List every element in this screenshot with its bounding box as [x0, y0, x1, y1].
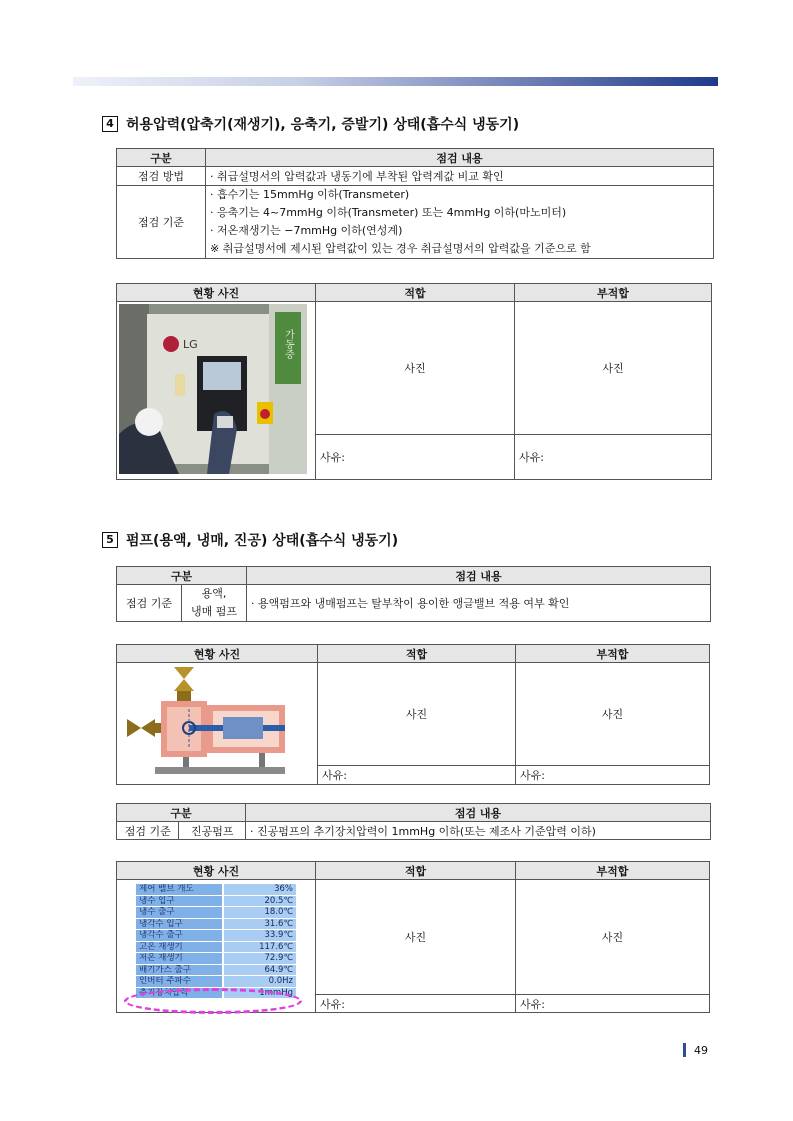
section-5-title-text: 펌프(용액, 냉매, 진공) 상태(흡수식 냉동기) [126, 533, 399, 549]
header-suitable: 적합 [318, 645, 516, 663]
section-5-title [102, 530, 398, 550]
unsuitable-reason-cell: 사유: [516, 765, 710, 784]
criteria-label: 점검 기준 [117, 585, 182, 622]
section-4-number: 4 [102, 116, 118, 132]
criteria-label: 점검 기준 [117, 186, 206, 259]
status-rows [136, 884, 296, 998]
section-4-photo-table [116, 283, 712, 480]
suitable-photo-cell: 사진 [316, 880, 516, 995]
status-row-value: 31.6℃ [224, 919, 296, 930]
suitable-photo-cell: 사진 [318, 663, 516, 766]
status-row-label: 추기장치압력 [136, 988, 222, 999]
header-current-photo: 현황 사진 [117, 862, 316, 880]
method-text: · 취급설명서의 압력값과 냉동기에 부착된 압력계값 비교 확인 [206, 167, 714, 186]
header-current-photo: 현황 사진 [117, 645, 318, 663]
header-current-photo: 현황 사진 [117, 284, 316, 302]
header-gradient-bar [73, 77, 718, 86]
criteria-line: · 응축기는 4~7mmHg 이하(Transmeter) 또는 4mmHg 이하(마노미터) [210, 206, 567, 219]
status-row-value: 33.9℃ [224, 930, 296, 941]
current-photo-cell [117, 302, 316, 480]
pump-diagram [119, 665, 309, 779]
status-row [136, 953, 296, 964]
pump-type-line: 냉매 펌프 [190, 605, 237, 618]
section-5-number: 5 [102, 532, 118, 548]
status-row [136, 907, 296, 918]
status-row [136, 896, 296, 907]
criteria-label: 점검 기준 [117, 822, 179, 840]
section-5-pump-photo-table [116, 644, 710, 785]
pump-criteria-text: · 용액펌프와 냉매펌프는 탈부착이 용이한 앵글밸브 적용 여부 확인 [247, 585, 711, 622]
status-row-value: 18.0℃ [224, 907, 296, 918]
status-row [136, 930, 296, 941]
highlight-ellipse [124, 988, 302, 1014]
pump-type-cell [182, 585, 247, 622]
unsuitable-photo-cell: 사진 [516, 663, 710, 766]
status-row-label: 고온 재생기 [136, 942, 222, 953]
status-row-label: 배기가스 출구 [136, 965, 222, 976]
header-unsuitable: 부적합 [516, 862, 710, 880]
criteria-line: · 저온재생기는 −7mmHg 이하(연성계) [210, 224, 403, 237]
section-5-vacuum-photo-table [116, 861, 710, 1013]
suitable-reason-cell: 사유: [316, 434, 515, 479]
section-4-criteria-table [116, 148, 714, 259]
criteria-lines [206, 186, 714, 259]
header-unsuitable: 부적합 [515, 284, 712, 302]
current-photo-cell [117, 880, 316, 1013]
unsuitable-reason-cell: 사유: [515, 434, 712, 479]
status-row [136, 965, 296, 976]
col-header-category: 구분 [117, 567, 247, 585]
header-unsuitable: 부적합 [516, 645, 710, 663]
col-header-content: 점검 내용 [206, 149, 714, 167]
unsuitable-reason-cell: 사유: [516, 995, 710, 1013]
method-label: 점검 방법 [117, 167, 206, 186]
pump-type-line: 용액, [201, 587, 227, 600]
criteria-line: · 흡수기는 15mmHg 이하(Transmeter) [210, 188, 410, 201]
vacuum-criteria-text: · 진공펌프의 추기장치압력이 1mmHg 이하(또는 제조사 기준압력 이하) [246, 822, 711, 840]
header-suitable: 적합 [316, 862, 516, 880]
section-4-title-text: 허용압력(압축기(재생기), 응축기, 증발기) 상태(흡수식 냉동기) [126, 117, 520, 133]
status-row-label: 냉각수 입구 [136, 919, 222, 930]
section-4-title [102, 114, 519, 134]
controller-status-panel [136, 884, 296, 998]
header-suitable: 적합 [316, 284, 515, 302]
unsuitable-photo-cell: 사진 [516, 880, 710, 995]
status-row-value: 36% [224, 884, 296, 895]
lg-logo-text: LG [183, 338, 198, 351]
status-row [136, 919, 296, 930]
col-header-category: 구분 [117, 149, 206, 167]
page-number: 49 [694, 1043, 708, 1057]
footer-bar [683, 1043, 686, 1057]
col-header-content: 점검 내용 [247, 567, 711, 585]
col-header-category: 구분 [117, 804, 246, 822]
section-5-vacuum-criteria-table [116, 803, 711, 840]
unsuitable-photo-cell: 사진 [515, 302, 712, 435]
status-row-value: 72.9℃ [224, 953, 296, 964]
status-row-label: 인버터 주파수 [136, 976, 222, 987]
vacuum-pump-label: 진공펌프 [179, 822, 246, 840]
status-row-label: 냉각수 출구 [136, 930, 222, 941]
status-row [136, 942, 296, 953]
col-header-content: 점검 내용 [246, 804, 711, 822]
status-row-label: 냉수 입구 [136, 896, 222, 907]
suitable-reason-cell: 사유: [318, 765, 516, 784]
suitable-photo-cell: 사진 [316, 302, 515, 435]
chiller-panel-photo [119, 304, 307, 474]
status-row-label: 냉수 출구 [136, 907, 222, 918]
status-row-value: 20.5℃ [224, 896, 296, 907]
suitable-reason-cell: 사유: [316, 995, 516, 1013]
page-footer [683, 1043, 708, 1057]
current-photo-cell [117, 663, 318, 785]
status-row-label: 제어 밸브 개도 [136, 884, 222, 895]
criteria-line: ※ 취급설명서에 제시된 압력값이 있는 경우 취급설명서의 압력값을 기준으로 함 [210, 242, 591, 255]
status-row-value: 0.0Hz [224, 976, 296, 987]
status-row-value: 117.6℃ [224, 942, 296, 953]
section-5-pump-criteria-table [116, 566, 711, 622]
status-row [136, 884, 296, 895]
status-row-label: 저온 재생기 [136, 953, 222, 964]
status-row [136, 976, 296, 987]
running-tag-text: 가동중 [282, 329, 294, 359]
status-row-value: 1mmHg [224, 988, 296, 999]
status-row-value: 64.9℃ [224, 965, 296, 976]
